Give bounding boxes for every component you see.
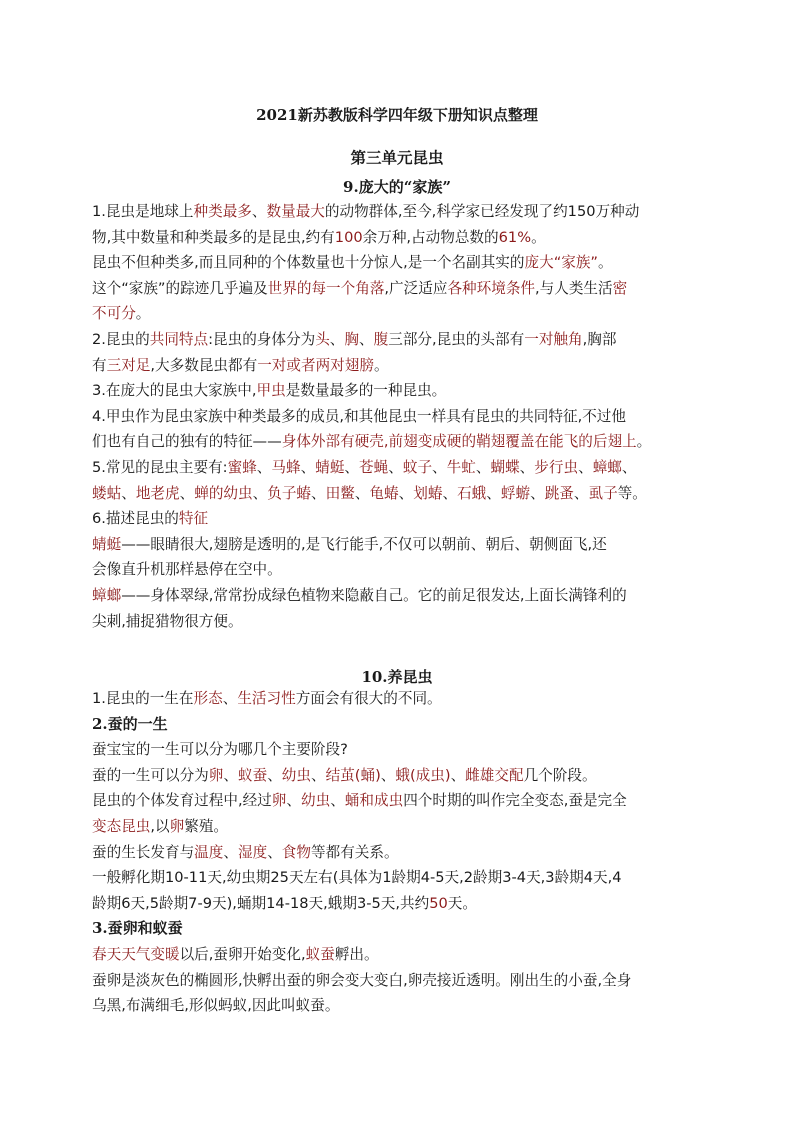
text-run: 们也有自己的独有的特征—— (92, 433, 282, 451)
text-run: 、 (330, 792, 345, 810)
lesson-9-title: 9.庞大的“家族” (343, 178, 451, 196)
key-term: 三对足 (106, 356, 151, 374)
text-run: 。 (598, 254, 613, 272)
text-run: 、 (388, 458, 403, 476)
text-run: 孵出。 (334, 945, 379, 963)
text-run: 龄期6天,5龄期7-9天),蛹期14-18天,蛾期3-5天,共约 (92, 894, 430, 912)
text-line (92, 455, 702, 481)
text-run: 、 (256, 458, 272, 476)
text-run: 、 (252, 484, 268, 502)
key-term: 一对或者两对翅膀 (257, 356, 374, 374)
key-term: 幼虫 (281, 766, 311, 784)
text-run: 一般孵化期10-11天,幼虫期25天左右(具体为1龄期4-5天,2龄期3-4天,3龄期4天,4 (92, 869, 622, 887)
text-run: 、 (432, 458, 447, 476)
text-line (92, 199, 702, 225)
key-term: 跳蚤 (544, 484, 574, 502)
text-run: 、 (475, 458, 491, 476)
lesson-9-content (92, 199, 702, 634)
text-run: 、 (442, 484, 458, 502)
text-run: 尖刺,捕捉猎物很方便。 (92, 612, 243, 630)
text-run: 三部分,昆虫的头部有 (388, 330, 525, 348)
key-term: 湿度 (237, 843, 268, 861)
text-run: ,胸部 (582, 330, 617, 348)
key-term: 卵 (271, 792, 287, 810)
key-term: 种类最多 (193, 203, 252, 220)
text-run: 是数量最多的一种昆虫。 (285, 382, 447, 400)
text-run: 余万种,占动物总数的 (362, 228, 499, 246)
text-run: 、 (380, 766, 396, 784)
key-term: 负子蝽 (267, 484, 312, 502)
key-term: 温度 (194, 843, 224, 861)
key-term: 蝴蝶 (490, 458, 520, 476)
text-run: 乌黑,布满细毛,形似蚂蚁,因此叫蚁蚕。 (92, 997, 340, 1015)
key-term: 蛾(成虫) (395, 766, 451, 784)
key-term: 蟑螂 (592, 458, 622, 476)
text-run: 。 (373, 356, 389, 374)
text-run: 、 (398, 484, 414, 502)
key-term: 胸 (344, 330, 360, 348)
key-term: 龟蝽 (369, 484, 399, 502)
text-line (92, 968, 702, 994)
text-run: ,与人类生活 (535, 279, 613, 297)
key-term: 腹 (373, 330, 389, 348)
text-line (92, 712, 702, 738)
text-run: 、 (179, 484, 195, 502)
text-line (92, 353, 702, 379)
document-title: 2021新苏教版科学四年级下册知识点整理 (256, 106, 538, 124)
text-run: 2.昆虫的 (92, 330, 150, 348)
text-run: ,以 (150, 817, 170, 835)
key-term: 卵 (169, 817, 185, 835)
text-line (92, 609, 702, 635)
text-run: 、 (222, 690, 238, 707)
text-run: 、 (251, 203, 267, 220)
text-run: 四个时期的叫作完全变态,蚕是完全 (403, 792, 627, 810)
text-run: 、 (621, 458, 637, 476)
key-term: 划蝽 (413, 484, 443, 502)
text-run: 的动物群体,至今,科学家已经发现了约150万种动 (324, 203, 640, 220)
key-term: 61% (498, 228, 532, 246)
unit-title: 第三单元昆虫 (350, 148, 444, 167)
text-run: 5.常见的昆虫主要有: (92, 458, 228, 476)
text-run: 有 (92, 356, 107, 374)
text-run: 、 (311, 484, 326, 502)
key-term: 100 (334, 228, 363, 246)
key-term: 食物 (281, 843, 311, 861)
text-run: 、 (354, 484, 370, 502)
text-run: 会像直升机那样悬停在空中。 (92, 561, 282, 579)
text-run: 、 (530, 484, 545, 502)
key-term: 头 (315, 330, 330, 348)
key-term: 蜻蜓 (315, 458, 345, 476)
text-run: 蚕的一生可以分为 (92, 766, 209, 784)
text-run: 。 (135, 305, 151, 323)
key-term: 卵 (208, 766, 224, 784)
key-term: 世界的每一个角落 (267, 279, 385, 297)
key-term: 一对触角 (524, 330, 583, 348)
text-run: 等。 (617, 484, 647, 502)
key-term: 蜜蜂 (227, 458, 257, 476)
text-run: 、 (329, 330, 345, 348)
key-term: 幼虫 (300, 792, 331, 810)
text-line (92, 225, 702, 251)
text-run: 、 (286, 792, 301, 810)
text-line (92, 404, 702, 430)
text-line (92, 378, 702, 404)
key-term: 蟑螂 (92, 586, 122, 604)
text-run: 、 (311, 766, 326, 784)
text-run: 、 (486, 484, 501, 502)
key-term: 蚊子 (402, 458, 433, 476)
text-line (92, 276, 702, 302)
text-line (92, 583, 702, 609)
key-term: 田鳖 (325, 484, 355, 502)
key-term: 蛹和成虫 (344, 792, 404, 810)
key-term: 虱子 (588, 484, 618, 502)
text-run: ——身体翠绿,常常扮成绿色植物来隐蔽自己。它的前足很发达,上面长满锋利的 (121, 586, 627, 604)
key-term: 马蜂 (271, 458, 301, 476)
key-term: 变态昆虫 (92, 817, 151, 835)
text-line (92, 686, 702, 712)
key-term: 苍蝇 (359, 458, 389, 476)
key-term: 数量最大 (266, 203, 325, 220)
text-run: 、 (344, 458, 360, 476)
text-line (92, 763, 702, 789)
text-run: ——眼睛很大,翅膀是透明的,是飞行能手,不仅可以朝前、朝后、朝侧面飞,还 (121, 535, 607, 553)
text-run: 以后,蚕卵开始变化, (179, 945, 306, 963)
key-term: 身体外部有硬壳,前翅变成硬的鞘翅覆盖在能飞的后翅上 (281, 433, 637, 451)
text-line (92, 891, 702, 917)
text-run: 、 (223, 766, 238, 784)
text-run: 蚕卵是淡灰色的椭圆形,快孵出蚕的卵会变大变白,卵壳接近透明。刚出生的小蚕,全身 (92, 971, 632, 989)
key-term: 蜉蝣 (500, 484, 531, 502)
key-term: 庞大“家族” (524, 254, 598, 272)
text-run: 6.描述昆虫的 (92, 510, 179, 528)
text-run: 。 (531, 228, 546, 246)
key-term: 蜻蜓 (92, 535, 122, 553)
text-line (92, 532, 702, 558)
text-line (92, 916, 702, 942)
text-line (92, 557, 702, 583)
text-line (92, 327, 702, 353)
text-line (92, 506, 702, 532)
key-term: 生活习性 (237, 690, 296, 707)
key-term: 形态 (193, 690, 223, 707)
subheading: 2.蚕的一生 (92, 714, 168, 733)
subheading: 3.蚕卵和蚁蚕 (92, 919, 183, 938)
key-term: 春天天气变暖 (92, 945, 180, 963)
text-line (92, 429, 702, 455)
text-run: 4.甲虫作为昆虫家族中种类最多的成员,和其他昆虫一样具有昆虫的共同特征,不过他 (92, 407, 626, 425)
text-run: 物,其中数量和种类最多的是昆虫,约有 (92, 228, 335, 246)
text-run: 。 (636, 433, 652, 451)
key-term: 共同特点 (149, 330, 209, 348)
text-run: 1.昆虫的一生在 (92, 690, 194, 707)
text-run: ,广泛适应 (384, 279, 448, 297)
key-term: 牛虻 (446, 458, 476, 476)
text-run: 、 (300, 458, 316, 476)
text-line (92, 942, 702, 968)
key-term: 雌雄交配 (465, 766, 524, 784)
key-term: 甲虫 (256, 382, 286, 400)
text-line (92, 993, 702, 1019)
text-run: 、 (573, 484, 589, 502)
text-line (92, 814, 702, 840)
key-term: 蚁蚕 (237, 766, 268, 784)
text-run: 、 (267, 843, 282, 861)
text-run: 、 (267, 766, 282, 784)
key-term: 步行虫 (534, 458, 579, 476)
text-run: 1.昆虫是地球上 (92, 203, 194, 220)
key-term: 地老虎 (135, 484, 180, 502)
text-line (92, 865, 702, 891)
text-run: 这个“家族”的踪迹几乎遍及 (92, 279, 268, 297)
text-run: 昆虫不但种类多,而且同种的个体数量也十分惊人,是一个名副其实的 (92, 254, 525, 272)
text-run: 、 (450, 766, 466, 784)
key-term: 蝉的幼虫 (194, 484, 253, 502)
lesson-10-title: 10.养昆虫 (361, 668, 433, 686)
text-run: 蚕的生长发育与 (92, 843, 195, 861)
text-line (92, 481, 702, 507)
text-run: 、 (121, 484, 136, 502)
key-term: 结茧(蛹) (325, 766, 381, 784)
text-run: 繁殖。 (184, 817, 229, 835)
text-run: 等都有关系。 (311, 843, 399, 861)
text-line (92, 250, 702, 276)
text-run: 昆虫的个体发育过程中,经过 (92, 792, 272, 810)
text-run: 、 (223, 843, 238, 861)
text-run: 、 (359, 330, 374, 348)
text-run: 方面会有很大的不同。 (295, 690, 442, 707)
key-term: 50 (429, 894, 448, 912)
key-term: 蚁蚕 (305, 945, 335, 963)
key-term: 特征 (178, 510, 209, 528)
text-run: 天。 (447, 894, 477, 912)
text-line (92, 788, 702, 814)
text-line (92, 737, 702, 763)
text-run: 、 (578, 458, 593, 476)
lesson-10-content (92, 686, 702, 1019)
key-term: 不可分 (92, 305, 136, 323)
key-term: 各种环境条件 (447, 279, 536, 297)
text-run: 几个阶段。 (523, 766, 597, 784)
key-term: 蝼蛄 (92, 484, 122, 502)
key-term: 密 (612, 279, 628, 297)
text-run: 、 (519, 458, 535, 476)
text-run: ,大多数昆虫都有 (150, 356, 258, 374)
text-run: 蚕宝宝的一生可以分为哪几个主要阶段? (92, 741, 348, 759)
text-run: :昆虫的身体分为 (208, 330, 316, 348)
text-line (92, 301, 702, 327)
key-term: 石蛾 (457, 484, 487, 502)
text-line (92, 840, 702, 866)
text-run: 3.在庞大的昆虫大家族中, (92, 382, 257, 400)
